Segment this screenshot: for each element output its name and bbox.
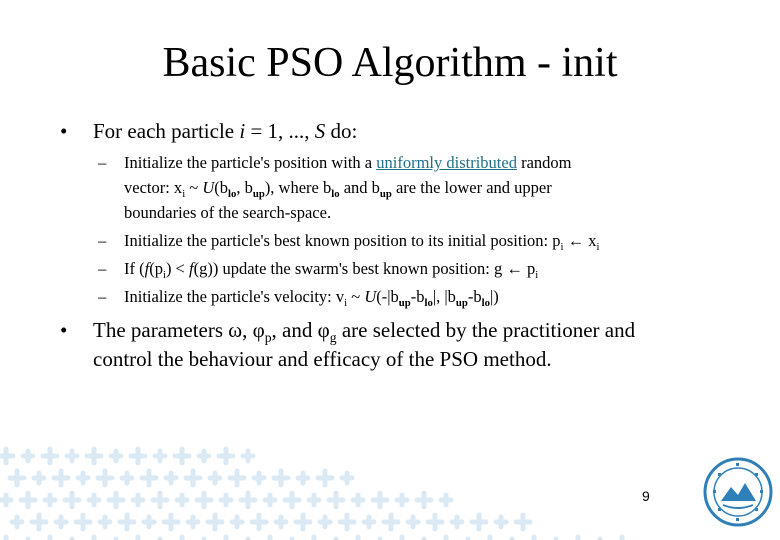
cross-pattern-decoration-icon xyxy=(0,440,780,540)
dash-marker: – xyxy=(98,287,107,306)
sub-text: Initialize the particle's best known position to its initial position: $p_i$ ← $x_i$ xyxy=(124,231,600,253)
uniformly-distributed-link[interactable]: uniformly distributed xyxy=(376,153,517,172)
bullet-text-line-2: control the behaviour and efficacy of the PSO method. xyxy=(93,347,552,371)
dash-marker: – xyxy=(98,259,107,278)
dash-marker: – xyxy=(98,231,107,250)
slide-title: Basic PSO Algorithm - init xyxy=(162,40,618,86)
sub-text-line-3: boundaries of the search-space. xyxy=(124,203,332,222)
sub-text-line-1: Initialize the particle's position with a uniformly distributed random xyxy=(124,153,572,172)
dash-marker: – xyxy=(98,153,107,172)
bullet-text-line-1: The parameters ω, $\varphi_p$, and $\varphi_g$ are selected by the practitioner and xyxy=(93,318,636,345)
bullet-marker: • xyxy=(60,119,68,143)
bullet-marker: • xyxy=(60,318,68,342)
page-number: 9 xyxy=(642,488,650,504)
sub-text-line-2: vector: $x_i$ ~ $U(b_{lo}$, $b_{up}$), where $b_{lo}$ and $b_{up}$ are the lower and upper xyxy=(124,178,552,200)
sub-text: If $(f(p_i) < f(g))$ update the swarm's best known position: g ← $p_i$ xyxy=(124,259,539,281)
bullet-text: For each particle i = 1, ..., S do: xyxy=(93,119,358,143)
university-seal-logo-icon xyxy=(703,457,773,527)
sub-text: Initialize the particle's velocity: $v_i$ ~ $U(-|b_{up}-b_{lo}|$, $|b_{up}-b_{lo}|$) xyxy=(124,287,499,309)
